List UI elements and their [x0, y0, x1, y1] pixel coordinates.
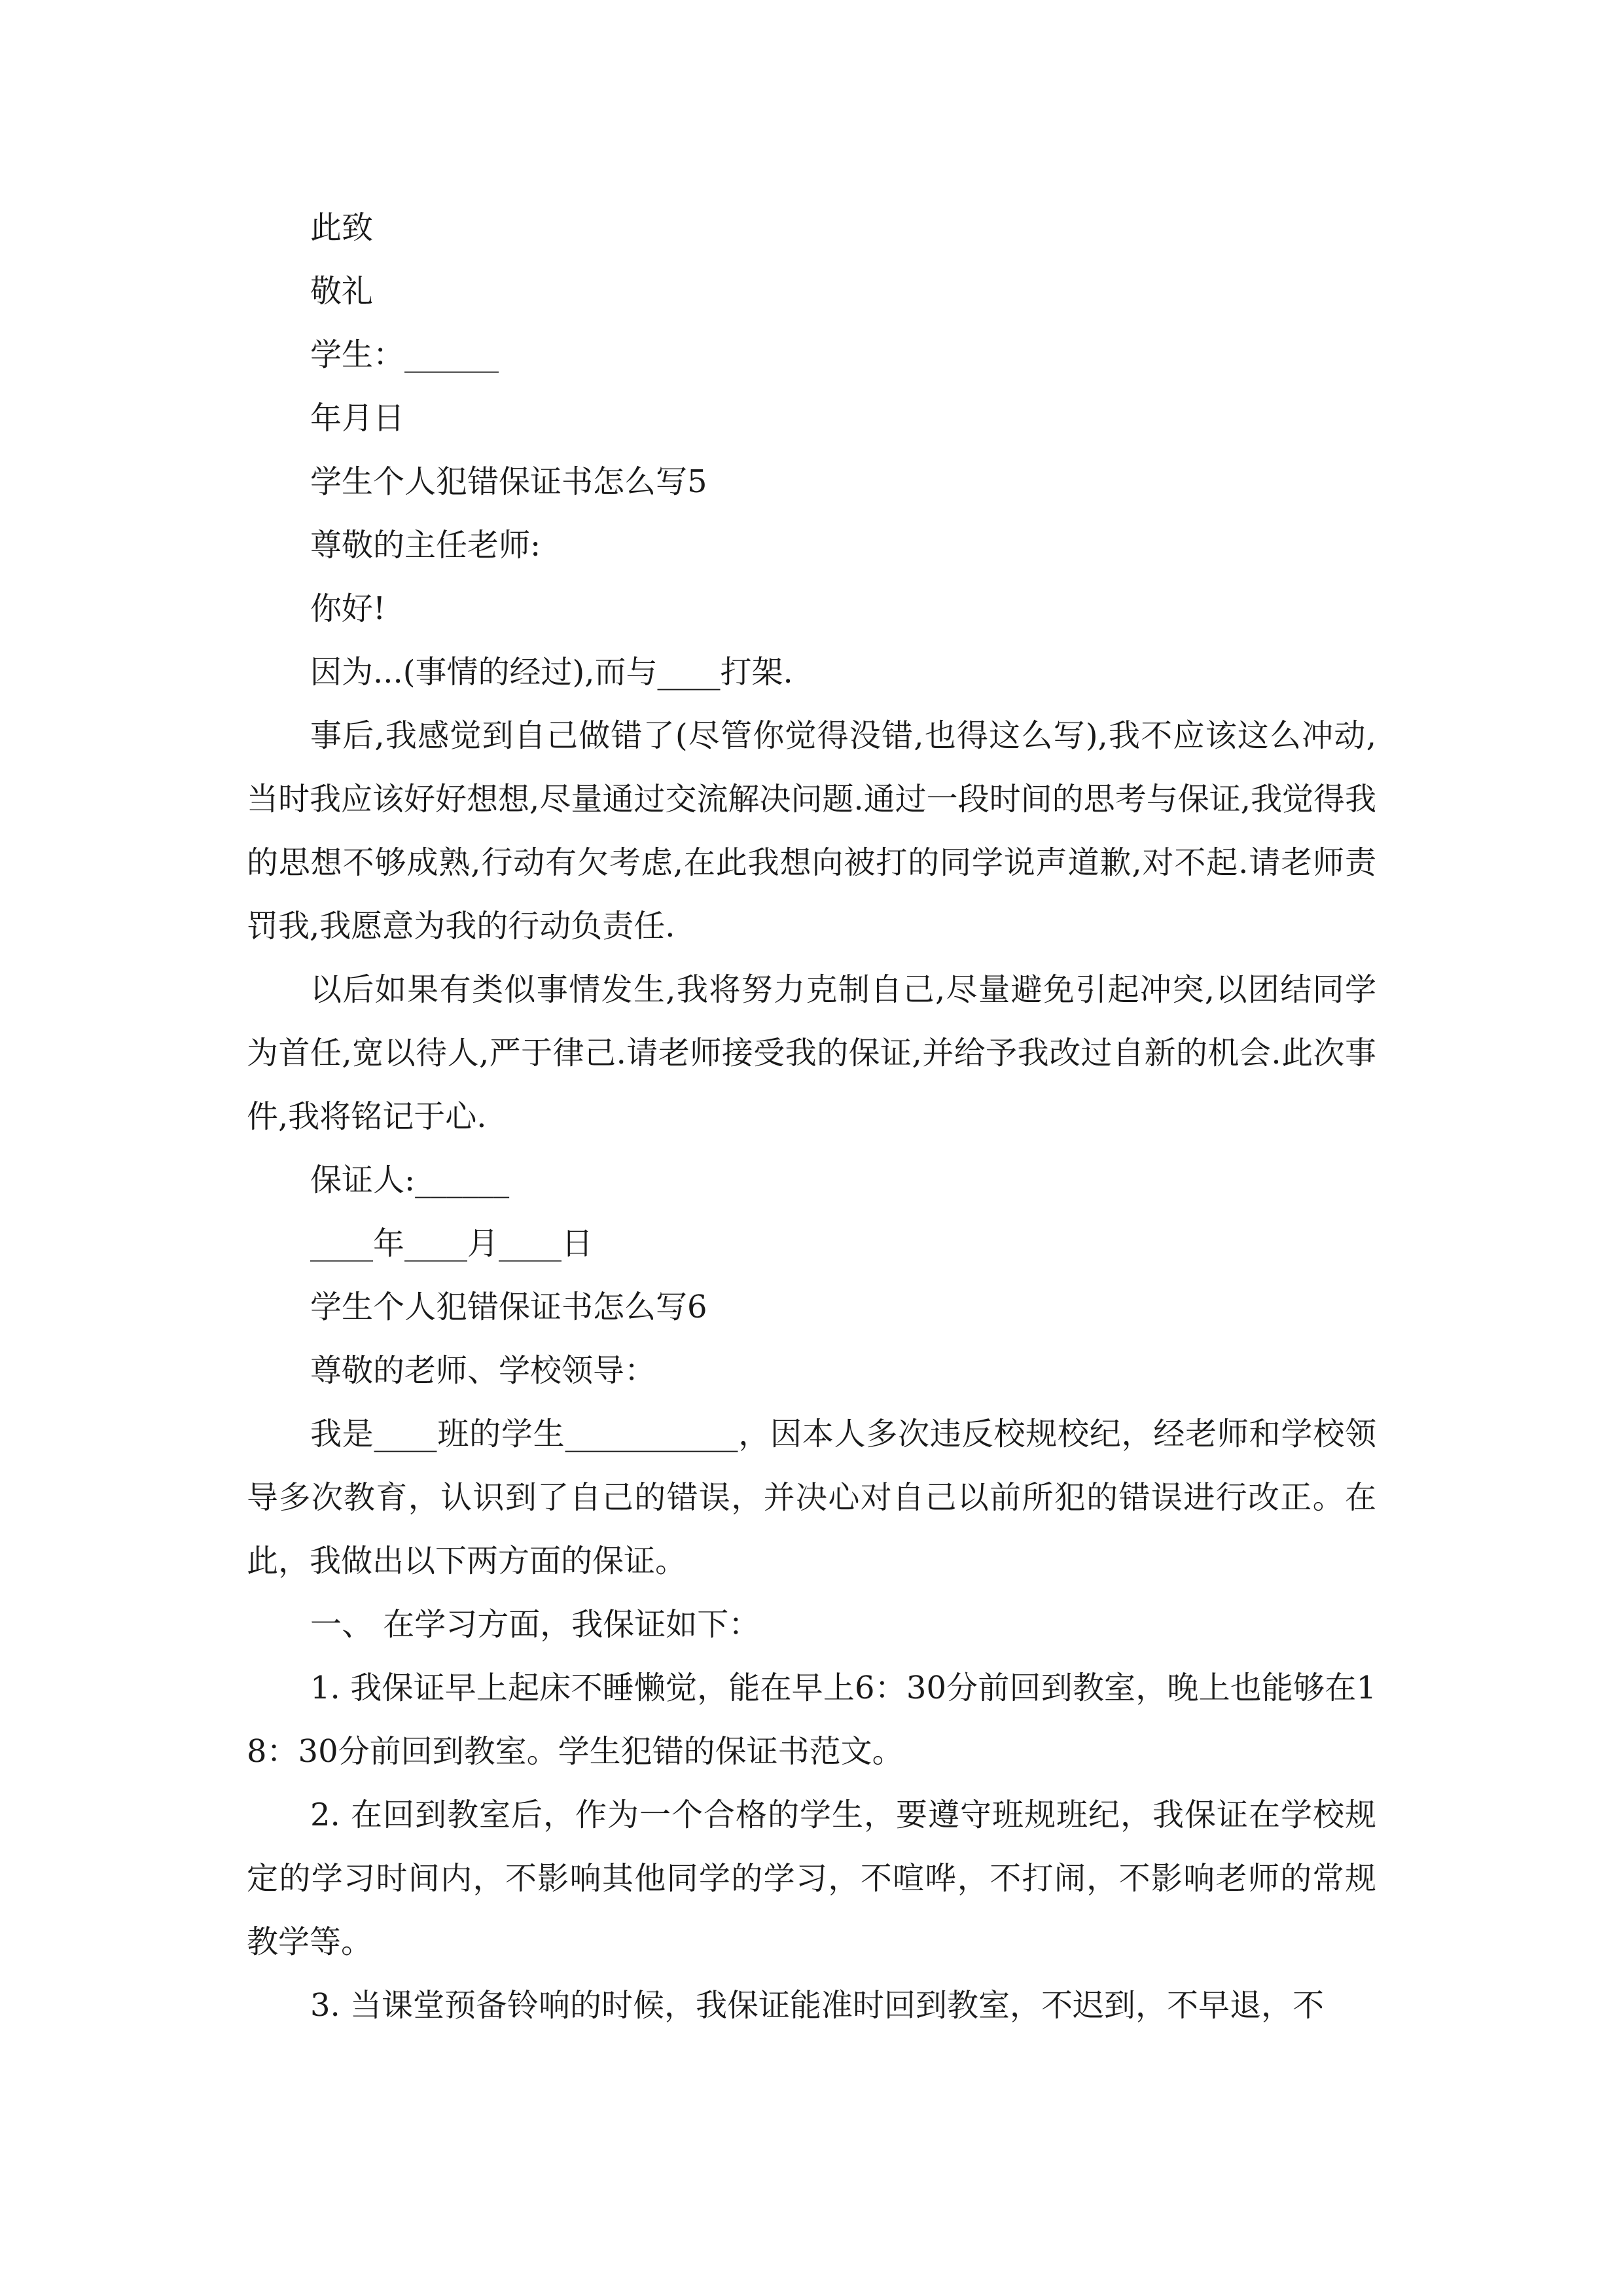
closing-line-2: 敬礼: [310, 273, 374, 310]
signer-line: 保证人:______: [310, 1162, 510, 1198]
paragraph-intro-6: 我是____班的学生___________，因本人多次违反校规校纪，经老师和学校领导多次教育，认识到了自己的错误，并决心对自己以前所犯的错误进行改正。在此，我做出以下两方面的保证。: [247, 1416, 1376, 1579]
date-line: ____年____月____日: [310, 1225, 594, 1262]
student-signature-line: 学生：______: [310, 336, 499, 373]
list-item-1: 1. 我保证早上起床不睡懒觉，能在早上6：30分前回到教室，晚上也能够在18：30分前回到教室。学生犯错的保证书范文。: [247, 1670, 1376, 1770]
greeting-5: 你好!: [310, 590, 386, 627]
list-item-3: 3. 当课堂预备铃响的时候，我保证能准时回到教室，不迟到，不早退，不: [310, 1987, 1325, 2024]
paragraph-reflection: 事后,我感觉到自己做错了(尽管你觉得没错,也得这么写),我不应该这么冲动,当时我应该好好想想,尽量通过交流解决问题.通过一段时间的思考与保证,我觉得我的思想不够成熟,行动有欠考虑,在此我想向被打的同学说声道歉,对不起.请老师责罚我,我愿意为我的行动负责任.: [247, 717, 1376, 944]
section-heading-study: 一、 在学习方面，我保证如下：: [310, 1606, 760, 1643]
salutation-6: 尊敬的老师、学校领导：: [310, 1352, 656, 1389]
incident-line: 因为...(事情的经过),而与____打架.: [310, 654, 793, 691]
date-placeholder: 年月日: [310, 400, 405, 437]
salutation-5: 尊敬的主任老师:: [310, 527, 541, 564]
section-title-5: 学生个人犯错保证书怎么写5: [310, 463, 707, 500]
list-item-2: 2. 在回到教室后，作为一个合格的学生，要遵守班规班纪，我保证在学校规定的学习时间内，不影响其他同学的学习，不喧哗，不打闹，不影响老师的常规教学等。: [247, 1797, 1376, 1960]
section-title-6: 学生个人犯错保证书怎么写6: [310, 1289, 707, 1325]
paragraph-promise: 以后如果有类似事情发生,我将努力克制自己,尽量避免引起冲突,以团结同学为首任,宽以待人,严于律己.请老师接受我的保证,并给予我改过自新的机会.此次事件,我将铭记于心.: [247, 971, 1376, 1135]
document-body: [247, 196, 1376, 2037]
closing-line-1: 此致: [310, 209, 374, 246]
